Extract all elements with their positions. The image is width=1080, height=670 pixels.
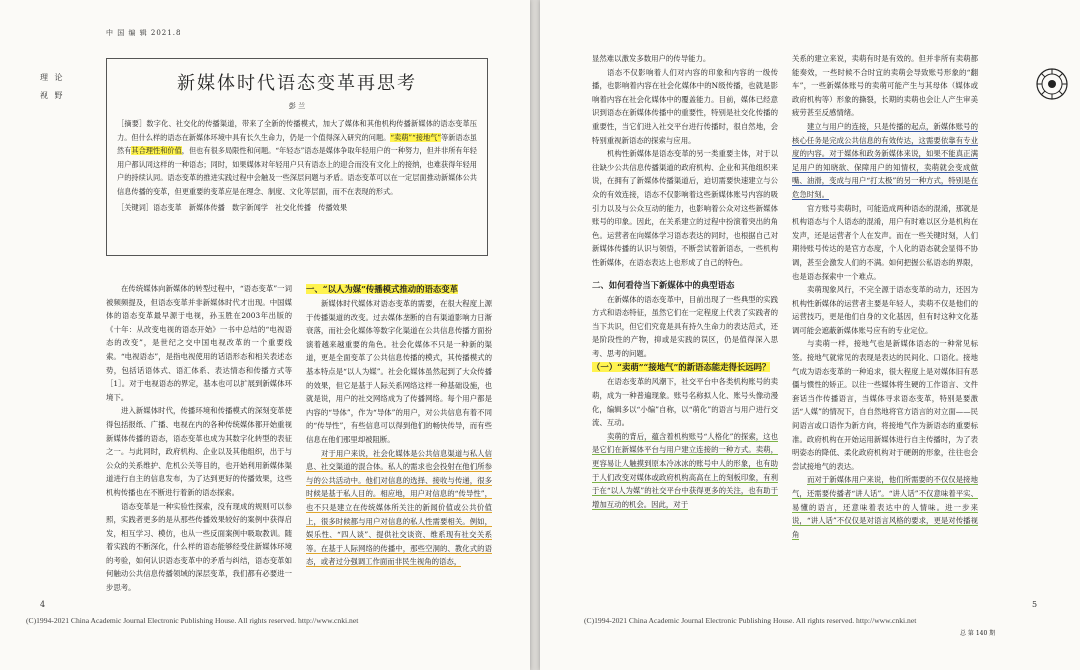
abstract-part: 等新语态虽然有 bbox=[117, 132, 477, 156]
paragraph: 机构性新媒体是语态变革的另一类重要主体，对于以往缺少公共信息传播渠道的政府机构、企业和其他组织来说，在拥有了新媒体传播渠道后，迫切需要快速建立与公众的有效连接，语态不仅影响着这些新媒体账号内容的吸引力以及与公众互动的能力，也影响着公众对这些新媒体账号的印象。因此，在关系建立的过程中扮演着突出的角色。运营者在向媒体学习语态表达的同时，也根据自己对新媒体传播的认识与领悟，不断尝试着新语态，一些机构性新媒体，在语态表达上也形成了自己的特色。 bbox=[592, 149, 778, 267]
section-heading-text: 一、“以人为媒”传播模式推动的语态变革 bbox=[306, 284, 459, 294]
paragraph: 关系的建立来说，卖萌有时是有效的。但并非所有卖萌都能奏效，一些时候不合时宜的卖萌会导致账号形象的“翻车”，一些新媒体账号的卖萌可能产生与其母体（媒体或政府机构等）形象的撕裂，长期的卖萌也会让人产生审美疲劳甚至反感情绪。 bbox=[792, 54, 978, 118]
underlined-text: 建立与用户的连接，只是传播的起点，新媒体账号的核心任务是完成公共信息的有效传达，这需要依靠有专业度的内容。对于媒体和政务新媒体来说，如果不能真正满足用户的知晓欲、保障用户的知情权，卖萌就会变成做嘴、油滑，变成与用户“打太极”的另一种方式，特别是在危急时刻。 bbox=[792, 121, 978, 199]
underlined-text: 对于用户来说，社会化媒体是公共信息渠道与私人信息、社交渠道的混合体。私人的需求也会投射在他们所参与的公共活动中。他们对信息的选择、接收与传递，很多时候是基于私人目的。相应地，用户对信息的“传导性”，也不只是建立在传统媒体所关注的新闻价值或公共价值上，很多时候都与用户对信息的私人性需要相关。例如，娱乐性、“四人谈”、提供社交谈资、维系现有社交关系等。在基于人际网络的传播中，那些空洞的、教化式的语态，或者过分强调工作面而非民生视角的语态， bbox=[306, 448, 492, 567]
section-label-view: 视 野 bbox=[40, 91, 65, 100]
paragraph: 新媒体时代媒体对语态变革的需要，在很大程度上源于传播渠道的改变。过去媒体垄断的自有渠道影响力日渐衰落，而社会化媒体等数字化渠道在公共信息传播方面扮演着越来越重要的角色。社会化媒体不只是一种新的渠道，更是全面变革了公共信息传播的模式，其传播模式的基本特点是“以人为媒”。社会化媒体虽然起到了大众传播的效果，但它是基于人际关系网络这样一种基础设施，也就是说，用户的社交网络成为了传播网络。每个用户都是内容的“导体”，作为“导体”的用户，对公共信息有着不同的“传导性”，有些信息可以得到他们的畅快传导，而有些信息在他们那里却被阻断。 bbox=[306, 299, 492, 444]
abstract-highlight: 其合理性和价值 bbox=[131, 146, 182, 156]
left-page bbox=[0, 0, 530, 670]
paragraph bbox=[306, 447, 492, 569]
journal-ornament-icon bbox=[1036, 68, 1068, 100]
underlined-text: 卖萌的背后，蕴含着机构账号“人格化”的探索，这也是它们在新媒体平台与用户建立连接的一种方式。卖萌，更容易让人触摸到原本冷冰冰的账号中人的形象，也有助于人们改变对媒体或政府机构高高在上的刻板印象，有利于在“以人为媒”的社交平台中获得更多的关注，也有助于增加互动的机会。因此，对于 bbox=[592, 431, 778, 509]
section-heading-2: 二、如何看待当下新媒体中的典型语态 bbox=[592, 279, 735, 290]
subsection-heading-1 bbox=[592, 360, 778, 375]
paragraph bbox=[792, 473, 978, 541]
paragraph: 在传统媒体向新媒体的转型过程中，“语态变革”一词被频频提及，但语态变革并非新媒体时代才出现。中国媒体的语态变革最早源于电视，孙玉胜在2003年出版的《十年：从改变电视的语态开始》一书中总结的“电视语态的改变”，是世纪之交中国电视改革的一个重要线索。“电视语态”，是指电视使用的话语形态和相关表述态势，包括话语体式、语汇体系、表达情态和传播方式等［1］。对于电视语态的界定，基本也可以扩展到新媒体环境下。 bbox=[106, 284, 292, 402]
paragraph: 在新媒体的语态变革中，目前出现了一些典型的实践方式和语态特征，虽然它们在一定程度上代表了实践者的当下共识，但它们究竟是具有持久生命力的表达范式，还是阶段性的产物，抑或是实践的误区，仍是值得深入思考、思考的问题。 bbox=[592, 294, 778, 358]
left-column-2 bbox=[306, 282, 492, 569]
paragraph: 进入新媒体时代，传播环境和传播模式的深刻变革使得包括报纸、广播、电视在内的各种传统媒体都开始重视新媒体传播的语态，语态变革也成为其数字化转型的表征之一。与此同时，政府机构、企业以及其他组织，出于与公众的关系维护、危机公关等目的，也开始利用新媒体渠道进行自主的信息发布，为了达到更好的传播效果，这些机构传播也在不断进行着新的语态探索。 bbox=[106, 406, 292, 497]
paragraph bbox=[592, 430, 778, 512]
paragraph: 与卖萌一样，接地气也是新媒体语态的一种常见标签。接地气就常见的表现是表达的民间化、口语化。接地气成为语态变革的一种追求，很大程度上是对媒体旧有恶僵与惯性的矫正。以往一些媒体将生硬的工作语言、文件套话当作传播语言，当媒体寻求语态变革，特别是要激活“人媒”的情况下，自自然地将官方语言的对立面——民间语言或口语作为新方向，将接地气作为新语态的重要标准。政府机构在开始运用新媒体进行自主传播时，为了表明姿态的降低、柔化政府机构对于硬朗的形象，往往也会尝试接地气的表达。 bbox=[792, 339, 978, 471]
paragraph: 语态变革是一种实验性探索，没有现成的规则可以参照，实践者更多的是从那些传播效果较好的案例中获得启发，相互学习、模仿，也从一些反面案例中吸取教训。随着实践的不断深化，什么样的语态能够经受住新媒体环境的考验，如何认识语态变革中的矛盾与纠结，语态变革如何触动公共信息传播领域的深层变革，我们都有必要进一步思考。 bbox=[106, 501, 292, 593]
article-title: 新媒体时代语态变革再思考 bbox=[177, 73, 417, 94]
copyright-footer: (C)1994-2021 China Academic Journal Electronic Publishing House. All rights reserved. http://www.cnki.net bbox=[26, 616, 359, 625]
page-number-right: 5 bbox=[1032, 600, 1038, 609]
section-heading-1 bbox=[306, 282, 492, 297]
right-column-2 bbox=[792, 52, 978, 541]
keywords: ［关键词］语态变革 新媒体传播 数字新闻学 社交化传播 传播效果 bbox=[117, 202, 348, 212]
paragraph: 在语态变革的风潮下，社交平台中各类机构账号的卖萌，成为一种普遍现象。账号名称拟人化、账号头像动漫化，编辑多以“小编”自称，以“萌化”的语言与用户进行交流、互动。 bbox=[592, 377, 778, 428]
abstract-highlight: “卖萌”“接地气” bbox=[390, 132, 442, 142]
issue-note: 总 第 140 期 bbox=[960, 630, 996, 637]
copyright-footer: (C)1994-2021 China Academic Journal Electronic Publishing House. All rights reserved. http://www.cnki.net bbox=[584, 616, 917, 625]
abstract-part: ［摘要］数字化、社交化的传播渠道，带来了全新的传播模式，加大了媒体和其他机构传播新媒体的语态变革压力。但什么样的语态在新媒体环境中具有长久生命力，仍是一个值得深入研究的问题。 bbox=[117, 119, 477, 142]
subsection-heading-text: （一）“卖萌”“接地气”的新语态能走得长远吗？ bbox=[592, 362, 771, 373]
abstract-part: ，但也有很多局限性和问题。“年轻态”语态是媒体争取年轻用户的一种努力，但并非所有年轻用户都认同这样的一种语态；同时，如果媒体对年轻用户只有语态上的迎合而没有文化上的接纳，也难获得年轻用户的持续认同。语态变革的推进实践过程中会触及一些深层问题与矛盾。语态变革可以在一定层面推动新媒体公共信息传播的变革，但更重要的变革应是在理念、制度、文化等层面，而不在表现的形式。 bbox=[117, 146, 477, 196]
paragraph: 语态不仅影响着人们对内容的印象和内容的一级传播，也影响着内容在社会化媒体中的N级传播，也就是影响着内容在社会化媒体中的覆盖能力。目前，媒体已经意识到语态在新媒体传播中的重要性，特别是社交化传播的重要性，当它们进入社交平台进行传播时，很自然地，会特别重视新语态的探索与应用。 bbox=[592, 67, 778, 145]
underlined-text: 而对于新媒体用户来说，他们所需要的不仅仅是接地气，还需要传播者“讲人话”。“讲人话”不仅意味着平实、易懂的语言，还意味着表达中的人情味。进一步来说，“讲人话”不仅仅是对语言风格的要求，更是对传播视角 bbox=[792, 475, 978, 539]
right-column-1 bbox=[592, 52, 778, 511]
paragraph: 卖萌现象风行，不完全源于语态变革的动力，还因为机构性新媒体的运营者主要是年轻人，卖萌不仅是他们的运营技巧，更是他们自身的文化基因，但有时这种文化基调可能会遮蔽新媒体账号应有的专业定位。 bbox=[792, 285, 978, 335]
section-label-theory: 理 论 bbox=[40, 73, 65, 82]
right-page bbox=[540, 0, 1080, 670]
left-column-1 bbox=[106, 282, 292, 595]
paragraph: 官方账号卖萌时，可能造成两种语态的混淆，那就是机构语态与个人语态的混淆，用户有时难以区分是机构在发声，还是运营者个人在发声。而在一些关键时刻，人们期待账号传达的是官方态度，个人化的语态就会显得不协调，甚至会激发人们的不满。如何把握公私语态的界限，也是语态探索中一个难点。 bbox=[792, 203, 978, 281]
paragraph: 显然难以激发多数用户的传导能力。 bbox=[592, 54, 711, 63]
title-box bbox=[106, 58, 488, 256]
article-author: 彭 兰 bbox=[288, 102, 306, 110]
page-number-left: 4 bbox=[40, 600, 46, 609]
abstract bbox=[117, 117, 477, 199]
paragraph bbox=[792, 120, 978, 202]
journal-header: 中 国 编 辑 2021.8 bbox=[106, 29, 182, 37]
